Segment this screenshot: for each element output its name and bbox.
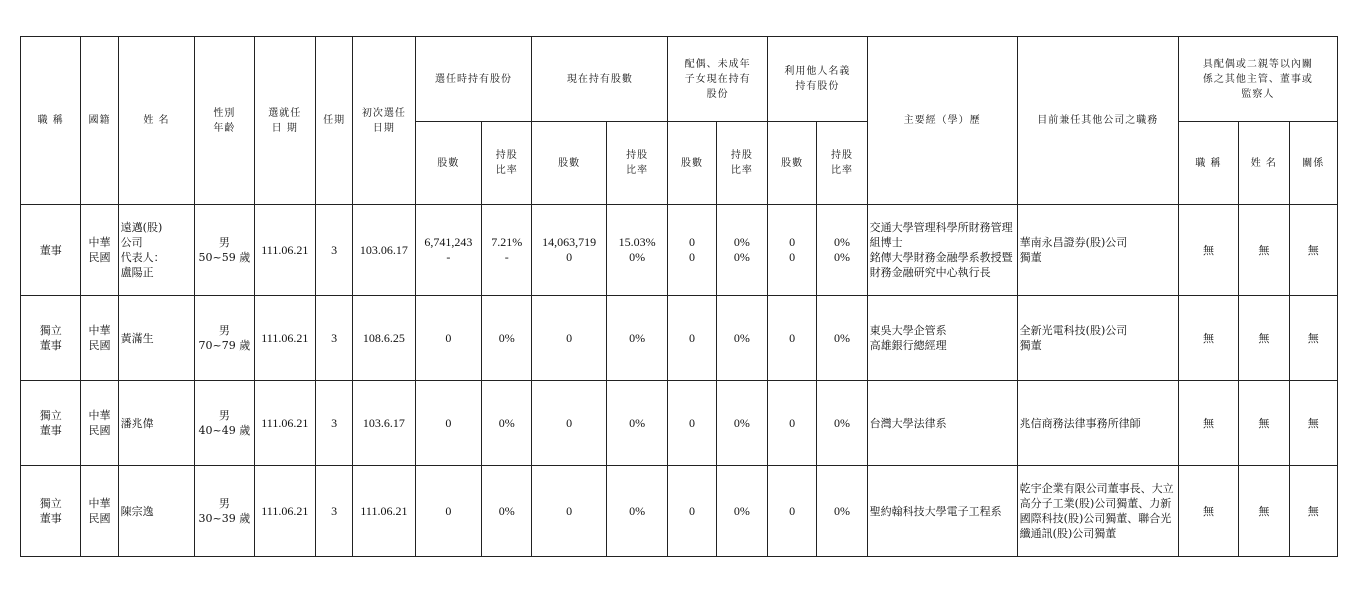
cell-current-ratio: 15.03% 0% bbox=[606, 205, 667, 296]
cell-elected-shares: 6,741,243 - bbox=[415, 205, 481, 296]
cell-elected-shares: 0 bbox=[415, 466, 481, 557]
col-header-name: 姓 名 bbox=[118, 37, 195, 205]
cell-elected-date: 111.06.21 bbox=[254, 381, 315, 466]
col-header-first-elected: 初次選任 日期 bbox=[353, 37, 415, 205]
subheader-rel-relation: 關係 bbox=[1289, 122, 1338, 205]
subheader-rel-name: 姓 名 bbox=[1239, 122, 1289, 205]
cell-nominee-ratio: 0% bbox=[817, 381, 867, 466]
subheader-ratio: 持股 比率 bbox=[716, 122, 767, 205]
cell-first-elected: 108.6.25 bbox=[353, 296, 415, 381]
cell-elected-ratio: 0% bbox=[482, 296, 532, 381]
col-header-shares-current: 現在持有股數 bbox=[532, 37, 668, 122]
cell-current-shares: 0 bbox=[532, 381, 607, 466]
cell-rel-title: 無 bbox=[1178, 296, 1238, 381]
cell-rel-name: 無 bbox=[1239, 296, 1289, 381]
subheader-ratio: 持股 比率 bbox=[606, 122, 667, 205]
cell-gender-age: 男 30~39 歲 bbox=[195, 466, 254, 557]
cell-title: 獨立 董事 bbox=[21, 466, 81, 557]
col-header-gender-age: 性別 年齡 bbox=[195, 37, 254, 205]
cell-rel-relation: 無 bbox=[1289, 466, 1338, 557]
cell-rel-title: 無 bbox=[1178, 381, 1238, 466]
cell-current-ratio: 0% bbox=[606, 466, 667, 557]
cell-spouse-ratio: 0% bbox=[716, 296, 767, 381]
cell-rel-title: 無 bbox=[1178, 205, 1238, 296]
cell-title: 董事 bbox=[21, 205, 81, 296]
cell-current-ratio: 0% bbox=[606, 381, 667, 466]
col-header-relatives: 具配偶或二親等以內關 係之其他主管、董事或 監察人 bbox=[1178, 37, 1337, 122]
cell-gender-age: 男 70~79 歲 bbox=[195, 296, 254, 381]
cell-current-shares: 0 bbox=[532, 296, 607, 381]
cell-rel-relation: 無 bbox=[1289, 381, 1338, 466]
cell-spouse-shares: 0 0 bbox=[668, 205, 716, 296]
cell-current-ratio: 0% bbox=[606, 296, 667, 381]
cell-nominee-ratio: 0% 0% bbox=[817, 205, 867, 296]
cell-rel-name: 無 bbox=[1239, 466, 1289, 557]
cell-elected-date: 111.06.21 bbox=[254, 296, 315, 381]
subheader-shares: 股數 bbox=[768, 122, 817, 205]
cell-nominee-shares: 0 bbox=[768, 296, 817, 381]
cell-name: 遠邁(股) 公司 代表人： 盧陽正 bbox=[118, 205, 195, 296]
table-row bbox=[21, 296, 1338, 381]
cell-elected-ratio: 7.21% - bbox=[482, 205, 532, 296]
subheader-ratio: 持股 比率 bbox=[817, 122, 867, 205]
col-header-nationality: 國籍 bbox=[81, 37, 118, 205]
cell-first-elected: 103.06.17 bbox=[353, 205, 415, 296]
cell-nominee-shares: 0 0 bbox=[768, 205, 817, 296]
cell-nationality: 中華 民國 bbox=[81, 381, 118, 466]
col-header-elected-date: 選就任 日 期 bbox=[254, 37, 315, 205]
col-header-shares-nominee: 利用他人名義 持有股份 bbox=[768, 37, 868, 122]
cell-rel-relation: 無 bbox=[1289, 205, 1338, 296]
subheader-shares: 股數 bbox=[668, 122, 716, 205]
directors-table bbox=[20, 36, 1338, 557]
col-header-experience: 主要經（學）歷 bbox=[867, 37, 1017, 205]
table-row bbox=[21, 466, 1338, 557]
subheader-shares: 股數 bbox=[532, 122, 607, 205]
cell-gender-age: 男 50~59 歲 bbox=[195, 205, 254, 296]
cell-spouse-ratio: 0% bbox=[716, 466, 767, 557]
cell-other-positions: 華南永昌證券(股)公司 獨董 bbox=[1017, 205, 1178, 296]
cell-experience: 交通大學管理科學所財務管理組博士 銘傳大學財務金融學系教授暨財務金融研究中心執行長 bbox=[867, 205, 1017, 296]
subheader-rel-title: 職 稱 bbox=[1178, 122, 1238, 205]
cell-spouse-shares: 0 bbox=[668, 466, 716, 557]
cell-experience: 東吳大學企管系 高雄銀行總經理 bbox=[867, 296, 1017, 381]
table-row bbox=[21, 381, 1338, 466]
cell-nominee-shares: 0 bbox=[768, 381, 817, 466]
cell-term: 3 bbox=[315, 205, 352, 296]
cell-gender-age: 男 40~49 歲 bbox=[195, 381, 254, 466]
cell-title: 獨立 董事 bbox=[21, 381, 81, 466]
col-header-other-positions: 目前兼任其他公司之職務 bbox=[1017, 37, 1178, 205]
cell-term: 3 bbox=[315, 296, 352, 381]
cell-rel-relation: 無 bbox=[1289, 296, 1338, 381]
cell-name: 黃滿生 bbox=[118, 296, 195, 381]
cell-spouse-shares: 0 bbox=[668, 296, 716, 381]
cell-rel-title: 無 bbox=[1178, 466, 1238, 557]
cell-nationality: 中華 民國 bbox=[81, 466, 118, 557]
cell-other-positions: 兆信商務法律事務所律師 bbox=[1017, 381, 1178, 466]
cell-elected-ratio: 0% bbox=[482, 381, 532, 466]
cell-elected-shares: 0 bbox=[415, 296, 481, 381]
cell-nominee-ratio: 0% bbox=[817, 466, 867, 557]
cell-experience: 台灣大學法律系 bbox=[867, 381, 1017, 466]
cell-nationality: 中華 民國 bbox=[81, 296, 118, 381]
cell-other-positions: 乾宇企業有限公司董事長、大立高分子工業(股)公司獨董、力新國際科技(股)公司獨董、聯合光纖通訊(股)公司獨董 bbox=[1017, 466, 1178, 557]
cell-name: 潘兆偉 bbox=[118, 381, 195, 466]
cell-term: 3 bbox=[315, 381, 352, 466]
cell-term: 3 bbox=[315, 466, 352, 557]
cell-rel-name: 無 bbox=[1239, 205, 1289, 296]
cell-nationality: 中華 民國 bbox=[81, 205, 118, 296]
cell-current-shares: 0 bbox=[532, 466, 607, 557]
cell-spouse-ratio: 0% bbox=[716, 381, 767, 466]
col-header-term: 任期 bbox=[315, 37, 352, 205]
cell-experience: 聖約翰科技大學電子工程系 bbox=[867, 466, 1017, 557]
cell-other-positions: 全新光電科技(股)公司 獨董 bbox=[1017, 296, 1178, 381]
col-header-shares-elected: 選任時持有股份 bbox=[415, 37, 532, 122]
subheader-ratio: 持股 比率 bbox=[482, 122, 532, 205]
cell-rel-name: 無 bbox=[1239, 381, 1289, 466]
cell-nominee-shares: 0 bbox=[768, 466, 817, 557]
cell-nominee-ratio: 0% bbox=[817, 296, 867, 381]
cell-spouse-ratio: 0% 0% bbox=[716, 205, 767, 296]
cell-title: 獨立 董事 bbox=[21, 296, 81, 381]
cell-first-elected: 111.06.21 bbox=[353, 466, 415, 557]
col-header-title: 職 稱 bbox=[21, 37, 81, 205]
cell-elected-date: 111.06.21 bbox=[254, 466, 315, 557]
cell-first-elected: 103.6.17 bbox=[353, 381, 415, 466]
cell-elected-date: 111.06.21 bbox=[254, 205, 315, 296]
cell-elected-shares: 0 bbox=[415, 381, 481, 466]
cell-name: 陳宗逸 bbox=[118, 466, 195, 557]
subheader-shares: 股數 bbox=[415, 122, 481, 205]
cell-elected-ratio: 0% bbox=[482, 466, 532, 557]
cell-current-shares: 14,063,719 0 bbox=[532, 205, 607, 296]
cell-spouse-shares: 0 bbox=[668, 381, 716, 466]
table-row bbox=[21, 205, 1338, 296]
col-header-shares-spouse: 配偶、未成年 子女現在持有 股份 bbox=[668, 37, 768, 122]
